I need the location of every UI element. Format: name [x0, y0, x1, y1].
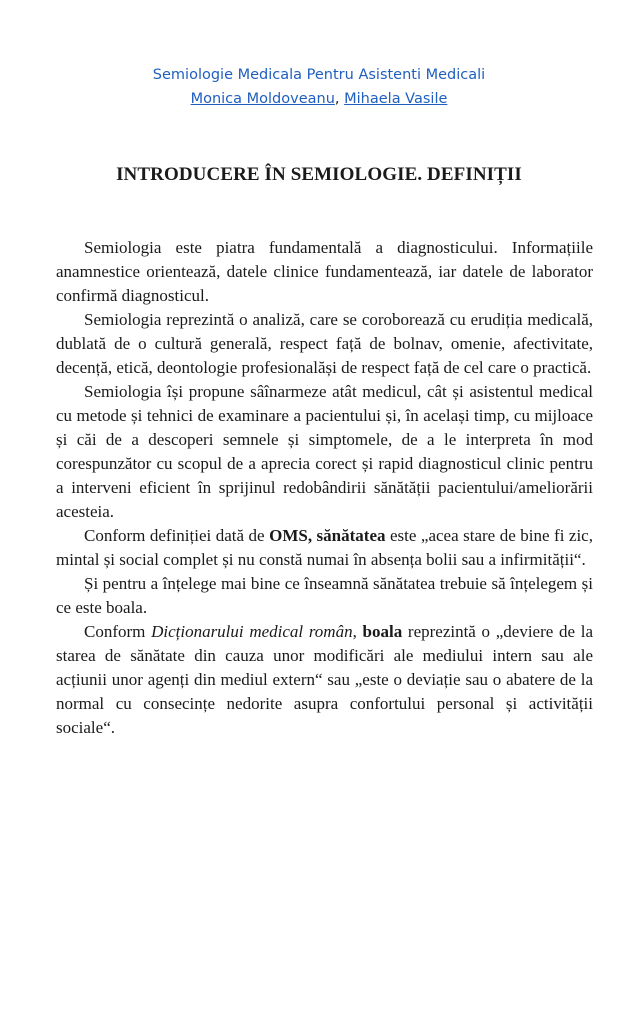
paragraph-5: Și pentru a înțelege mai bine ce înseamnă sănătatea trebuie să înțelegem și ce este boala.	[56, 574, 593, 617]
book-title-link[interactable]: Semiologie Medicala Pentru Asistenti Medicali	[152, 67, 486, 83]
page-header	[0, 63, 638, 111]
paragraph-6	[56, 620, 593, 740]
p6-text-mid: ,	[352, 622, 363, 641]
paragraph-4	[56, 524, 593, 572]
p6-boala-term: boala	[362, 622, 403, 641]
p6-text-after: reprezintă o „deviere de la starea de sănătate din cauza unor modificări ale mediului intern sau ale acțiunii unor agenți din mediul extern“ sau „este o deviație sau o abatere de la normal cu consecințe nedorite asupra confortului personal și activității sociale“.	[56, 622, 593, 737]
chapter-title: INTRODUCERE ÎN SEMIOLOGIE. DEFINIȚII	[116, 164, 522, 185]
paragraph-3: Semiologia își propune sâînarmeze atât medicul, cât și asistentul medical cu metode și tehnici de examinare a pacientului și, în același timp, cu mijloace și căi de a descoperi semnele și simptomele, de a le interpreta în mod corespunzător cu scopul de a aprecia corect și rapid diagnosticul clinic pentru a interveni eficient în sprijinul redobândirii sănătății pacientului/ameliorării acesteia.	[56, 382, 593, 521]
p6-text-before: Conform	[84, 622, 152, 641]
chapter-body	[56, 236, 593, 740]
p4-text-before: Conform definiției dată de	[84, 526, 270, 545]
p4-text-after: este „acea stare de bine fi zic, mintal și social complet și nu constă numai în absența bolii sau a infirmității“.	[56, 526, 593, 569]
p6-dictionary-title: Dicționarului medical român	[151, 622, 353, 641]
author-separator: ,	[334, 91, 345, 107]
author-link-moldoveanu[interactable]: Monica Moldoveanu	[190, 91, 335, 107]
author-link-vasile[interactable]: Mihaela Vasile	[344, 91, 448, 107]
p4-oms-term: OMS, sănătatea	[269, 526, 386, 545]
paragraph-1: Semiologia este piatra fundamentală a diagnosticului. Informațiile anamnestice orientează, datele clinice fundamentează, iar datele de laborator confirmă diagnosticul.	[56, 238, 593, 305]
paragraph-2: Semiologia reprezintă o analiză, care se coroborează cu erudiția medicală, dublată de o cultură generală, respect față de bolnav, omenie, afectivitate, decență, etică, deontologie profesionalăși de respect față de cel care o practică.	[56, 310, 593, 377]
